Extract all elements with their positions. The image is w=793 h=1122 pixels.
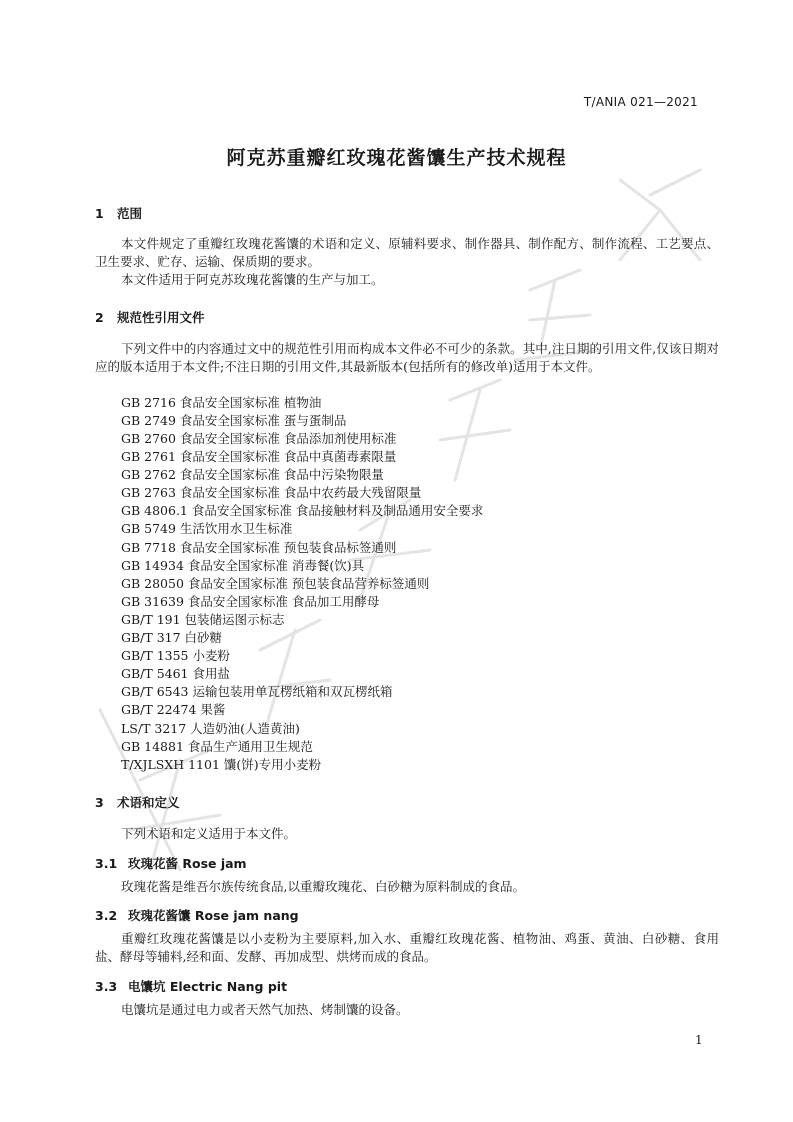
reference-item: GB 2716 食品安全国家标准 植物油 xyxy=(121,395,322,410)
page-number: 1 xyxy=(695,1033,703,1047)
reference-item: GB 2760 食品安全国家标准 食品添加剂使用标准 xyxy=(121,431,397,446)
reference-item: GB 28050 食品安全国家标准 预包装食品营养标签通则 xyxy=(121,576,430,591)
term-3-2-heading xyxy=(95,906,299,924)
section-2-heading xyxy=(95,308,205,326)
term-3-1-heading xyxy=(95,854,247,872)
section-title: 范围 xyxy=(117,206,143,221)
term-number: 3.1 xyxy=(95,856,118,871)
reference-item: GB 7718 食品安全国家标准 预包装食品标签通则 xyxy=(121,540,397,555)
document-code: T/ANIA 021—2021 xyxy=(583,95,698,109)
reference-item: GB/T 6543 运输包装用单瓦楞纸箱和双瓦楞纸箱 xyxy=(121,684,393,699)
reference-item: LS/T 3217 人造奶油(人造黄油) xyxy=(121,721,300,736)
section-1-paragraph-1: 本文件规定了重瓣红玫瑰花酱馕的术语和定义、原辅料要求、制作器具、制作配方、制作流程、工艺要点、卫生要求、贮存、运输、保质期的要求。 xyxy=(95,236,719,269)
section-title: 术语和定义 xyxy=(117,795,180,810)
term-3-3-heading xyxy=(95,977,287,995)
section-2-intro: 下列文件中的内容通过文中的规范性引用而构成本文件必不可少的条款。其中,注日期的引用文件,仅该日期对应的版本适用于本文件;不注日期的引用文件,其最新版本(包括所有的修改单)适用于本文件。 xyxy=(95,341,719,374)
term-title: 电馕坑 Electric Nang pit xyxy=(128,979,288,994)
section-number: 2 xyxy=(95,310,104,325)
reference-item: T/XJLSXH 1101 馕(饼)专用小麦粉 xyxy=(121,757,322,772)
section-1-paragraph-2: 本文件适用于阿克苏玫瑰花酱馕的生产与加工。 xyxy=(121,272,384,287)
term-number: 3.3 xyxy=(95,979,118,994)
term-title: 玫瑰花酱馕 Rose jam nang xyxy=(128,908,299,923)
term-3-2-definition: 重瓣红玫瑰花酱馕是以小麦粉为主要原料,加入水、重瓣红玫瑰花酱、植物油、鸡蛋、黄油、白砂糖、食用盐、酵母等辅料,经和面、发酵、再加成型、烘烤而成的食品。 xyxy=(95,931,719,964)
reference-item: GB 4806.1 食品安全国家标准 食品接触材料及制品通用安全要求 xyxy=(121,503,484,518)
reference-item: GB/T 22474 果酱 xyxy=(121,702,226,717)
reference-item: GB 14934 食品安全国家标准 消毒餐(饮)具 xyxy=(121,558,365,573)
section-number: 1 xyxy=(95,206,104,221)
section-1-heading xyxy=(95,204,142,222)
section-3-intro: 下列术语和定义适用于本文件。 xyxy=(121,826,297,841)
reference-item: GB/T 191 包装储运图示标志 xyxy=(121,612,285,627)
reference-item: GB/T 5461 食用盐 xyxy=(121,666,230,681)
term-3-1-definition: 玫瑰花酱是维吾尔族传统食品,以重瓣玫瑰花、白砂糖为原料制成的食品。 xyxy=(121,879,525,894)
reference-item: GB 2762 食品安全国家标准 食品中污染物限量 xyxy=(121,467,384,482)
section-3-heading xyxy=(95,793,180,811)
reference-item: GB/T 1355 小麦粉 xyxy=(121,648,230,663)
term-3-3-definition: 电馕坑是通过电力或者天然气加热、烤制馕的设备。 xyxy=(121,1002,409,1017)
reference-item: GB/T 317 白砂糖 xyxy=(121,630,223,645)
reference-item: GB 5749 生活饮用水卫生标准 xyxy=(121,521,293,536)
section-number: 3 xyxy=(95,795,104,810)
term-title: 玫瑰花酱 Rose jam xyxy=(128,856,247,871)
document-title: 阿克苏重瓣红玫瑰花酱馕生产技术规程 xyxy=(226,147,567,169)
reference-item: GB 14881 食品生产通用卫生规范 xyxy=(121,739,313,754)
reference-item: GB 2749 食品安全国家标准 蛋与蛋制品 xyxy=(121,413,347,428)
reference-item: GB 31639 食品安全国家标准 食品加工用酵母 xyxy=(121,594,380,609)
reference-item: GB 2763 食品安全国家标准 食品中农药最大残留限量 xyxy=(121,485,422,500)
section-title: 规范性引用文件 xyxy=(117,310,205,325)
term-number: 3.2 xyxy=(95,908,118,923)
reference-item: GB 2761 食品安全国家标准 食品中真菌毒素限量 xyxy=(121,449,397,464)
